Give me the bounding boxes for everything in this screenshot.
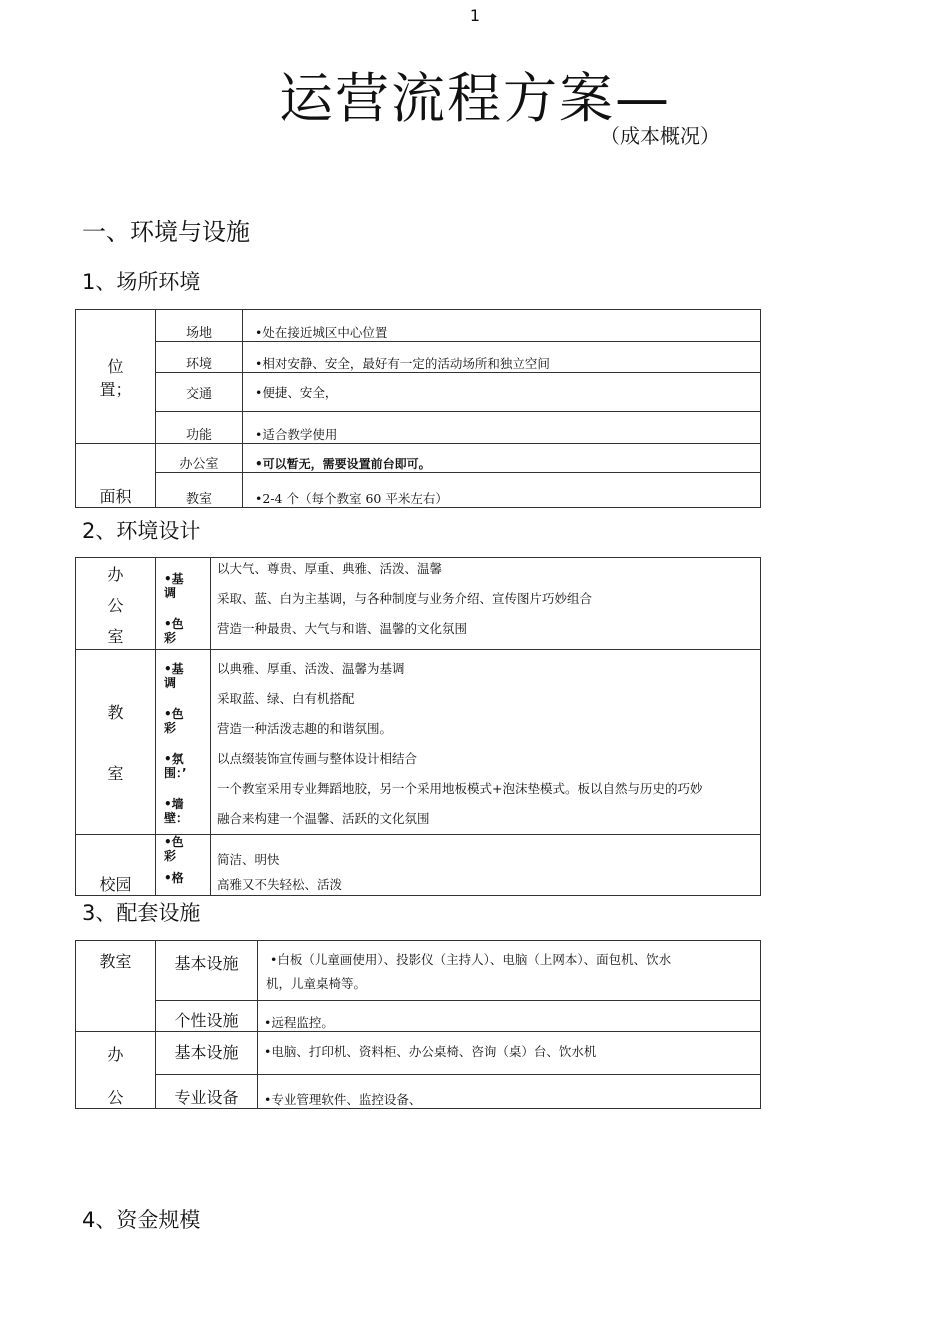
row-value: •可以暂无，需要设置前台即可。 — [243, 444, 761, 473]
bullet-item: •色 彩 — [164, 707, 184, 735]
description-line: 简洁、明快 — [217, 852, 280, 867]
office-char: 公 — [107, 1088, 124, 1107]
classroom-facility-label: 教室 — [76, 941, 156, 1032]
section-heading: 一、环境与设施 — [82, 218, 250, 246]
facility-value: •专业管理软件、监控设备、 — [258, 1074, 761, 1108]
facility-key: 专业设备 — [156, 1074, 258, 1108]
bullet-item: •基 调 — [164, 572, 184, 600]
campus-label: 校园 — [76, 835, 156, 896]
office-char: 办 — [107, 565, 124, 584]
description-line: 以典雅、厚重、活泼、温馨为基调 — [217, 661, 405, 676]
bullet-item: •格 — [164, 871, 184, 885]
office-facility-label — [76, 1032, 156, 1109]
bullet-item: •氛 围：’ — [164, 752, 187, 780]
bullet-item: •色 彩 — [164, 617, 184, 645]
area-label: 面积 — [76, 444, 156, 508]
description-line: 高雅又不失轻松、活泼 — [217, 877, 343, 892]
row-key: 场地 — [156, 310, 243, 342]
classroom-char: 室 — [107, 764, 124, 783]
office-description — [211, 558, 761, 650]
classroom-label — [76, 650, 156, 835]
classroom-description — [211, 650, 761, 835]
bullet-item: •基 调 — [164, 662, 184, 690]
subsection-heading-1: 1、场所环境 — [82, 270, 201, 294]
page-number: 1 — [469, 6, 481, 25]
subsection-heading-2: 2、环境设计 — [82, 519, 201, 543]
facility-value: •电脑、打印机、资料柜、办公桌椅、咨询（桌）台、饮水机 — [258, 1032, 761, 1075]
office-char: 公 — [107, 596, 124, 615]
campus-bullets — [156, 835, 211, 896]
office-char: 办 — [107, 1045, 124, 1064]
bullet-item: •墙 壁： — [164, 797, 189, 825]
facility-value: •远程监控。 — [258, 1001, 761, 1032]
row-key: 教室 — [156, 473, 243, 508]
facility-key: 个性设施 — [156, 1001, 258, 1032]
classroom-bullets — [156, 650, 211, 835]
row-key: 功能 — [156, 412, 243, 444]
page-subtitle: （成本概况） — [600, 124, 720, 148]
description-line: 以大气、尊贵、厚重、典雅、活泼、温馨 — [217, 561, 443, 576]
row-key: 办公室 — [156, 444, 243, 473]
description-line: 以点缀装饰宣传画与整体设计相结合 — [217, 751, 418, 766]
subsection-heading-4: 4、资金规模 — [82, 1208, 201, 1232]
description-line: 采取、蓝、白为主基调，与各种制度与业务介绍、宣传图片巧妙组合 — [217, 591, 593, 606]
row-value: •相对安静、安全，最好有一定的活动场所和独立空间 — [243, 342, 761, 373]
description-line: 营造一种最贵、大气与和谐、温馨的文化氛围 — [217, 621, 468, 636]
row-value: •便捷、安全， — [243, 373, 761, 412]
row-key: 环境 — [156, 342, 243, 373]
location-cell — [76, 310, 156, 444]
facilities-table — [75, 940, 761, 1109]
description-line: 营造一种活泼志趣的和谐氛围。 — [217, 721, 393, 736]
row-value: •2-4 个（每个教室 60 平米左右） — [243, 473, 761, 508]
location-label-2: 置； — [99, 379, 132, 399]
location-label-1: 位 — [107, 356, 124, 376]
description-line: 一个教室采用专业舞蹈地胶，另一个采用地板模式+泡沫垫模式。板以自然与历史的巧妙 — [217, 781, 703, 796]
office-bullets — [156, 558, 211, 650]
campus-description — [211, 835, 761, 896]
facility-value: •白板（儿童画使用）、投影仪（主持人）、电脑（上网本）、面包机、饮水 机，儿童桌椅等。 — [258, 941, 761, 1001]
description-line: 融合来构建一个温馨、活跃的文化氛围 — [217, 811, 430, 826]
facility-key: 基本设施 — [156, 941, 258, 1001]
page-title: 运营流程方案— — [279, 67, 671, 130]
row-value: •处在接近城区中心位置 — [243, 310, 761, 342]
row-key: 交通 — [156, 373, 243, 412]
bullet-item: •色 彩 — [164, 835, 184, 863]
facility-key: 基本设施 — [156, 1032, 258, 1075]
classroom-char: 教 — [107, 703, 124, 722]
description-line: 采取蓝、绿、白有机搭配 — [217, 691, 355, 706]
office-label — [76, 558, 156, 650]
office-char: 室 — [107, 627, 124, 646]
venue-table — [75, 309, 761, 508]
design-table — [75, 557, 761, 896]
subsection-heading-3: 3、配套设施 — [82, 901, 201, 925]
row-value: •适合教学使用 — [243, 412, 761, 444]
